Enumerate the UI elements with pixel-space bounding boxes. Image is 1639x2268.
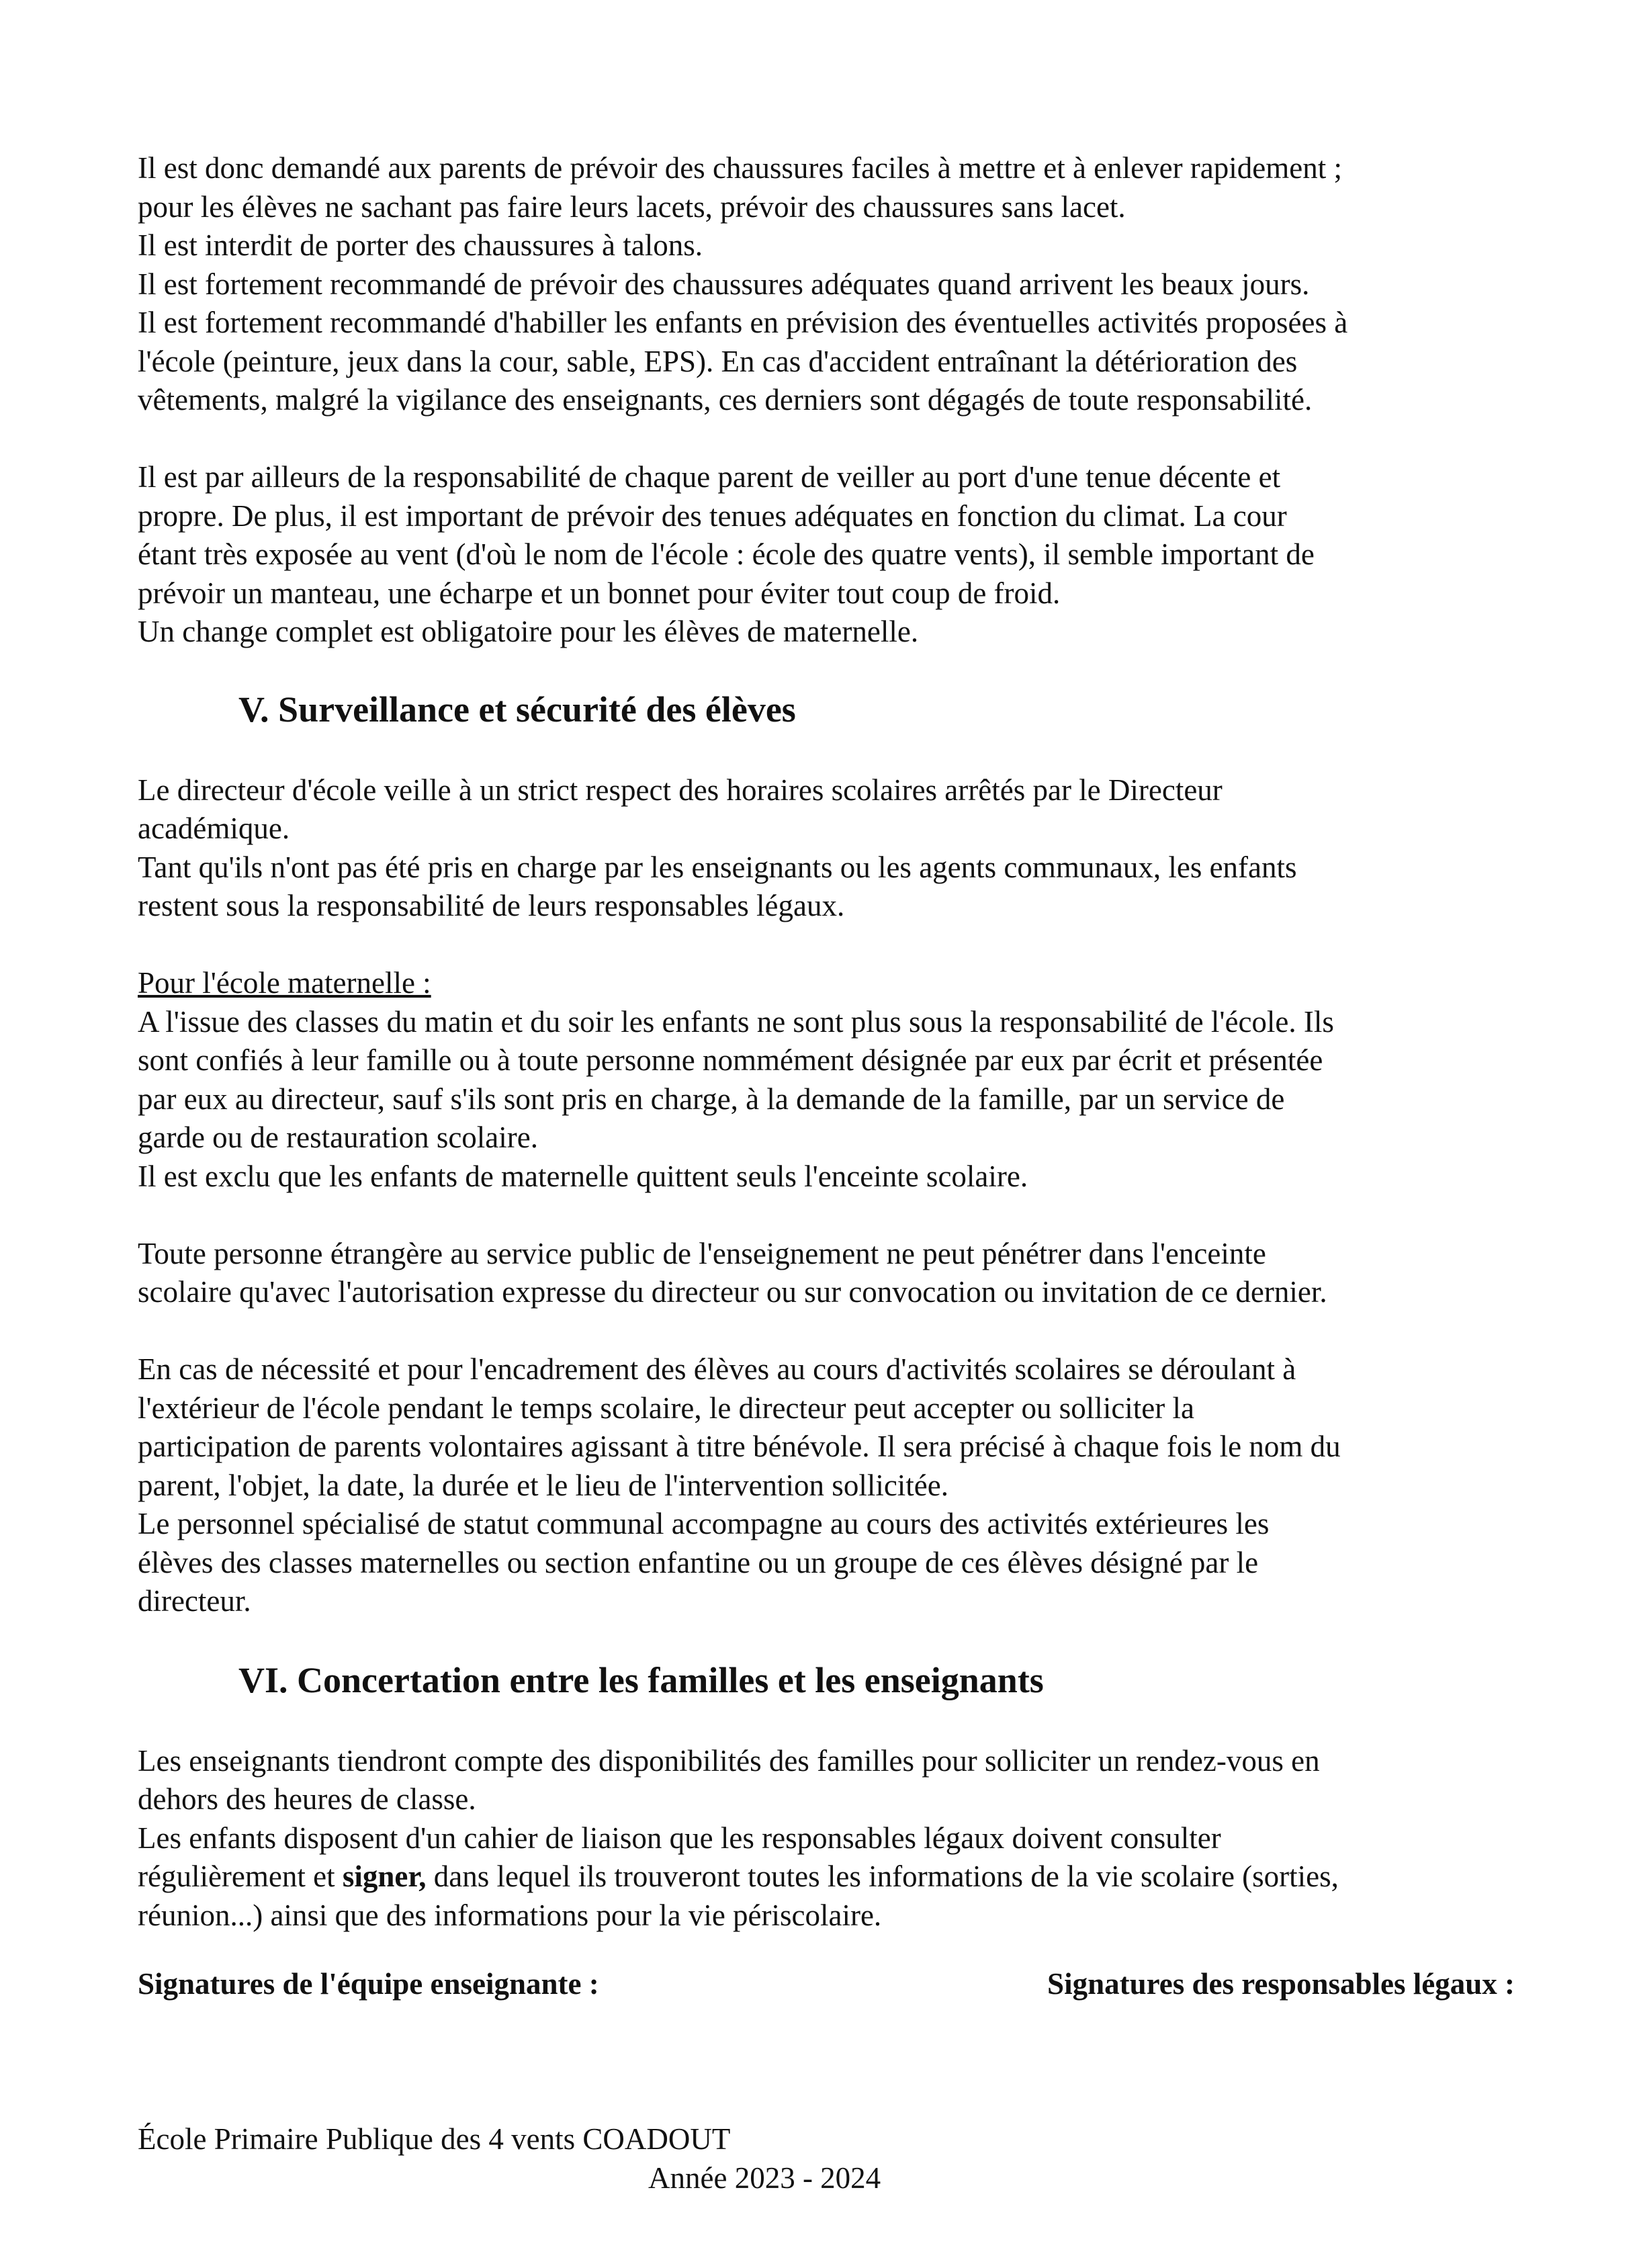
footer-school-year: Année 2023 - 2024 [648, 2161, 881, 2195]
text-line: En cas de nécessité et pour l'encadrement des élèves au cours d'activités scolaires se déroulant à [138, 1352, 1296, 1386]
text-line: académique. [138, 812, 290, 845]
text-line: élèves des classes maternelles ou section enfantine ou un groupe de ces élèves désigné par le [138, 1545, 1259, 1579]
text-line: étant très exposée au vent (d'où le nom de l'école : école des quatre vents), il semble important de [138, 537, 1315, 571]
paragraph-liaison [138, 1742, 1515, 1935]
text-line: Il est fortement recommandé d'habiller les enfants en prévision des éventuelles activités proposées à [138, 306, 1348, 339]
text-line-part: régulièrement et [138, 1860, 343, 1893]
text-line: Les enfants disposent d'un cahier de liaison que les responsables légaux doivent consulter [138, 1821, 1221, 1855]
signature-label-teachers: Signatures de l'équipe enseignante : [138, 1967, 599, 2001]
text-line: Il est exclu que les enfants de maternelle quittent seuls l'enceinte scolaire. [138, 1159, 1028, 1193]
text-line: Un change complet est obligatoire pour les élèves de maternelle. [138, 615, 919, 648]
text-line: Toute personne étrangère au service public de l'enseignement ne peut pénétrer dans l'enceinte [138, 1236, 1266, 1270]
text-line: scolaire qu'avec l'autorisation expresse du directeur ou sur convocation ou invitation de ce dernier. [138, 1275, 1327, 1309]
text-line: Il est fortement recommandé de prévoir des chaussures adéquates quand arrivent les beaux jours. [138, 267, 1310, 301]
text-line: Les enseignants tiendront compte des disponibilités des familles pour solliciter un rendez-vous en [138, 1743, 1320, 1778]
text-line: parent, l'objet, la date, la durée et le lieu de l'intervention sollicitée. [138, 1468, 949, 1502]
text-line: Il est donc demandé aux parents de prévoir des chaussures faciles à mettre et à enlever rapidement ; [138, 151, 1342, 185]
text-line: dehors des heures de classe. [138, 1782, 476, 1816]
text-line: A l'issue des classes du matin et du soir les enfants ne sont plus sous la responsabilité de l'école. Ils [138, 1004, 1334, 1039]
bold-word-signer: signer, [342, 1860, 427, 1893]
text-line: Il est interdit de porter des chaussures à talons. [138, 228, 703, 262]
page-footer [138, 2120, 881, 2197]
subheading-maternelle: Pour l'école maternelle : [138, 966, 431, 1000]
text-line: Le personnel spécialisé de statut communal accompagne au cours des activités extérieures les [138, 1507, 1270, 1540]
document-body [138, 149, 1515, 2004]
text-line-part: dans lequel ils trouveront toutes les informations de la vie scolaire (sorties, [426, 1860, 1339, 1893]
text-line: Tant qu'ils n'ont pas été pris en charge par les enseignants ou les agents communaux, les enfants [138, 850, 1297, 884]
text-line: prévoir un manteau, une écharpe et un bonnet pour éviter tout coup de froid. [138, 576, 1061, 610]
paragraph-outsiders [138, 1235, 1515, 1312]
text-line: pour les élèves ne sachant pas faire leurs lacets, prévoir des chaussures sans lacet. [138, 189, 1126, 224]
text-line: Il est par ailleurs de la responsabilité de chaque parent de veiller au port d'une tenue décente et [138, 460, 1281, 494]
signature-label-parents: Signatures des responsables légaux : [1047, 1967, 1515, 2001]
paragraph-schedule [138, 771, 1515, 926]
paragraph-maternelle [138, 964, 1515, 1196]
footer-school-name: École Primaire Publique des 4 vents COADOUT [138, 2122, 731, 2156]
paragraph-decent-attire [138, 458, 1515, 652]
signature-row [138, 1965, 1515, 2004]
section-heading-surveillance: V. Surveillance et sécurité des élèves [238, 689, 796, 730]
paragraph-volunteers [138, 1350, 1515, 1621]
paragraph-shoes-clothing [138, 149, 1515, 420]
text-line: restent sous la responsabilité de leurs responsables légaux. [138, 889, 845, 922]
text-line: garde ou de restauration scolaire. [138, 1121, 538, 1154]
text-line: vêtements, malgré la vigilance des enseignants, ces derniers sont dégagés de toute responsabilité. [138, 383, 1313, 417]
text-line: sont confiés à leur famille ou à toute personne nommément désignée par eux par écrit et présentée [138, 1043, 1323, 1077]
text-line: Le directeur d'école veille à un strict respect des horaires scolaires arrêtés par le Directeur [138, 773, 1223, 807]
section-heading-concertation: VI. Concertation entre les familles et les enseignants [238, 1659, 1044, 1700]
text-line: participation de parents volontaires agissant à titre bénévole. Il sera précisé à chaque fois le nom du [138, 1430, 1341, 1463]
text-line: l'extérieur de l'école pendant le temps scolaire, le directeur peut accepter ou solliciter la [138, 1391, 1194, 1425]
text-line: par eux au directeur, sauf s'ils sont pris en charge, à la demande de la famille, par un service de [138, 1082, 1285, 1116]
text-line: propre. De plus, il est important de prévoir des tenues adéquates en fonction du climat. La cour [138, 498, 1287, 533]
text-line: réunion...) ainsi que des informations pour la vie périscolaire. [138, 1898, 882, 1932]
text-line: l'école (peinture, jeux dans la cour, sable, EPS). En cas d'accident entraînant la détérioration des [138, 344, 1298, 378]
text-line: directeur. [138, 1584, 251, 1618]
